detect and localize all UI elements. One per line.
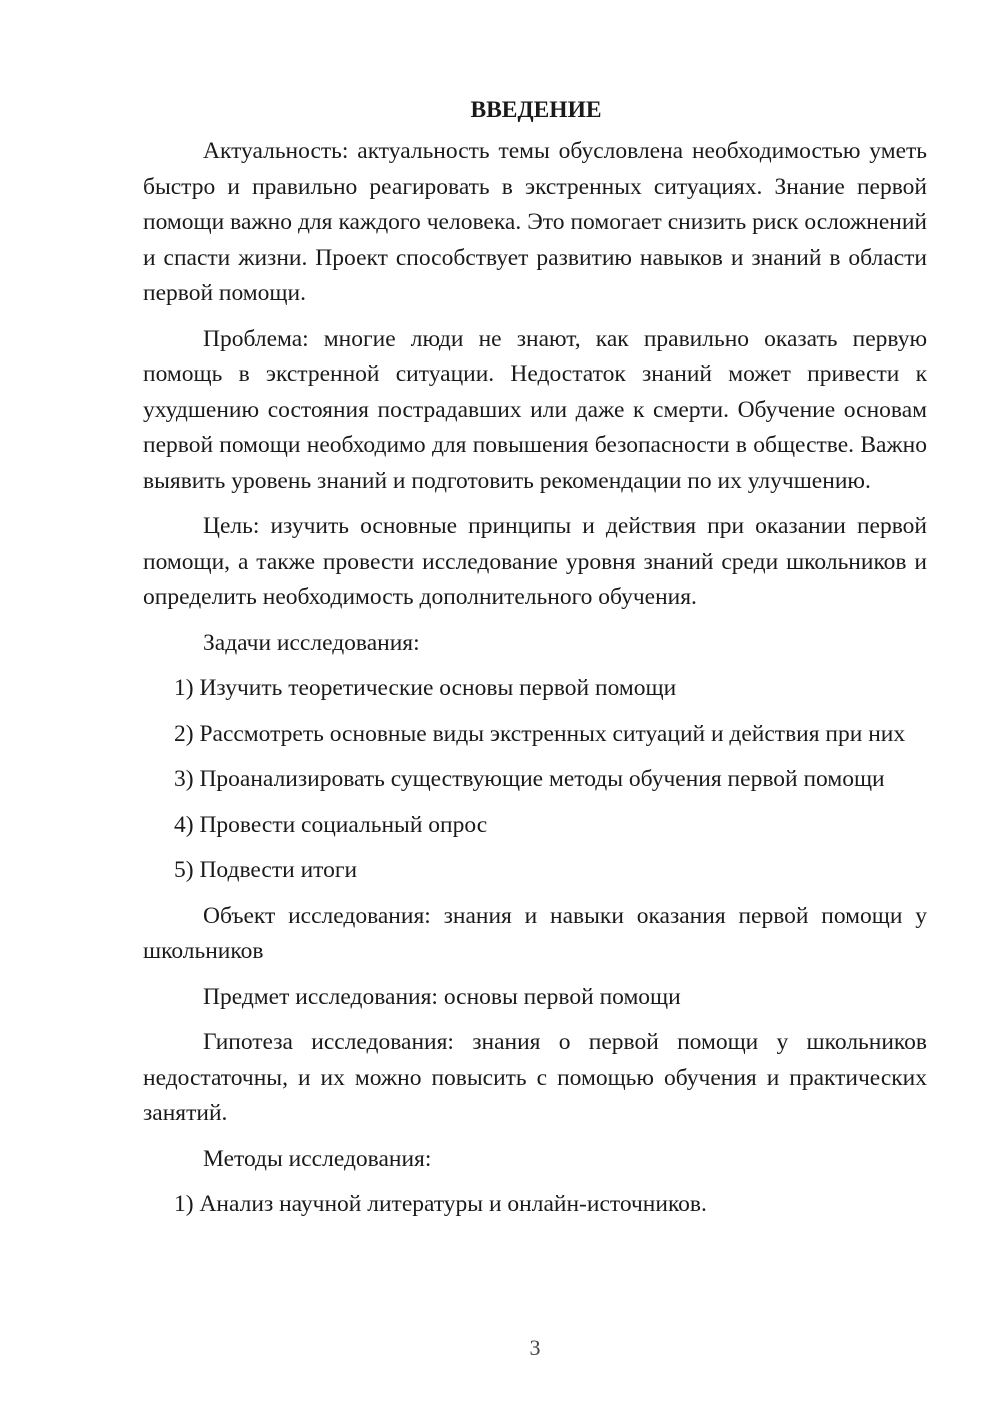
page-number: 3 <box>529 1335 541 1360</box>
task-item-3: 3) Проанализировать существующие методы обучения первой помощи <box>174 766 885 792</box>
paragraph-object: Объект исследования: знания и навыки оказания первой помощи у школьников <box>143 902 927 964</box>
paragraph-relevance: Актуальность: актуальность темы обусловлена необходимостью уметь быстро и правильно реагировать в экстренных ситуациях. Знание первой помощи важно для каждого человека. Это помогает снизить риск осложнений и спасти жизни. Проект способствует развитию навыков и знаний в области первой помощи. <box>143 138 927 306</box>
task-item-1: 1) Изучить теоретические основы первой помощи <box>174 675 677 701</box>
task-item-5: 5) Подвести итоги <box>174 857 358 883</box>
paragraph-problem: Проблема: многие люди не знают, как правильно оказать первую помощь в экстренной ситуации. Недостаток знаний может привести к ухудшению состояния пострадавших или даже к смерти. Обучение основам первой помощи необходимо для повышения безопасности в обществе. Важно выявить уровень знаний и подготовить рекомендации по их улучшению. <box>143 325 927 494</box>
paragraph-subject: Предмет исследования: основы первой помощи <box>203 983 681 1010</box>
methods-heading: Методы исследования: <box>203 1145 432 1172</box>
task-item-2: 2) Рассмотреть основные виды экстренных ситуаций и действия при них <box>174 720 906 747</box>
method-item-1: 1) Анализ научной литературы и онлайн-источников. <box>174 1191 707 1217</box>
paragraph-goal: Цель: изучить основные принципы и действия при оказании первой помощи, а также провести исследование уровня знаний среди школьников и определить необходимость дополнительного обучения. <box>143 513 927 610</box>
paragraph-hypothesis: Гипотеза исследования: знания о первой помощи у школьников недостаточны, и их можно повысить с помощью обучения и практических занятий. <box>143 1029 927 1126</box>
tasks-heading: Задачи исследования: <box>203 629 420 656</box>
page-content <box>143 92 927 1233</box>
task-item-4: 4) Провести социальный опрос <box>174 811 488 838</box>
section-heading: ВВЕДЕНИЕ <box>470 97 602 123</box>
